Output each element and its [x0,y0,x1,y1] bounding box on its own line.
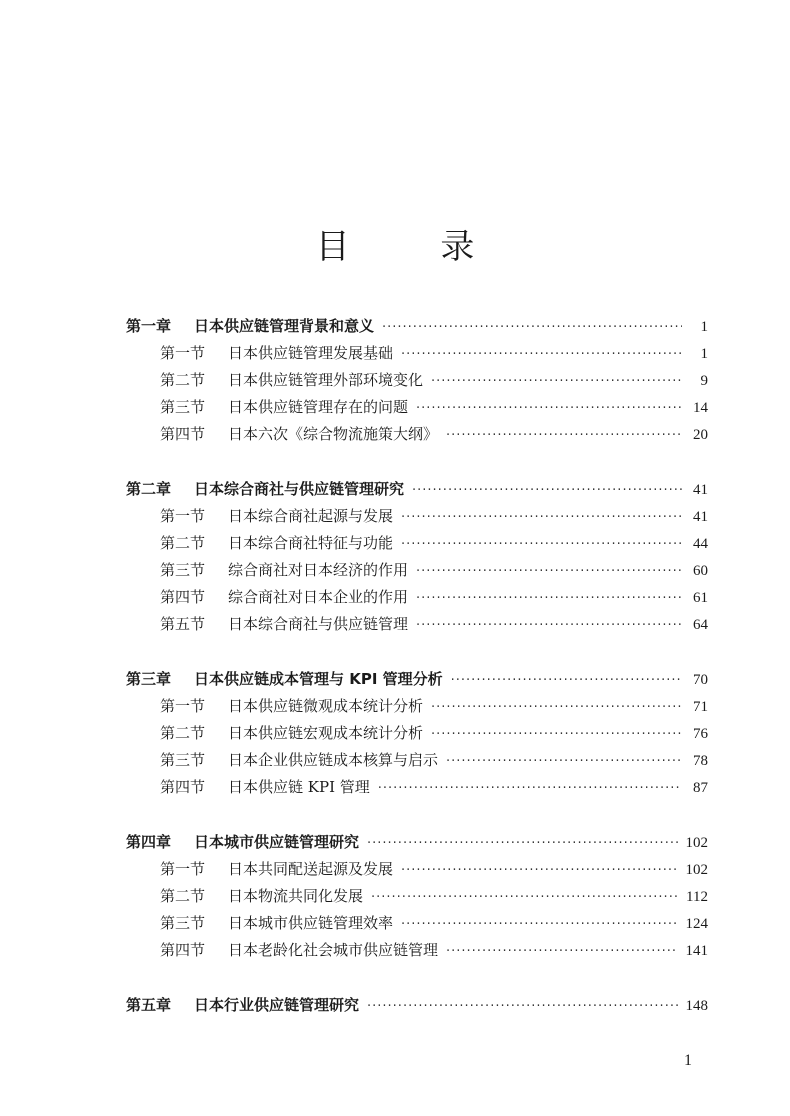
toc-section-entry[interactable] [126,421,708,448]
section-page-number: 9 [700,373,708,389]
chapter-title: 日本供应链成本管理与 KPI 管理分析 [194,670,443,688]
section-page-number: 44 [693,536,708,552]
toc-section-entry[interactable] [126,910,708,937]
section-page-number: 76 [693,726,708,742]
toc-chapter-entry[interactable] [126,992,708,1019]
dot-leader [416,584,682,611]
section-title: 日本供应链 KPI 管理 [228,778,370,796]
section-number: 第三节 [160,914,206,932]
dot-leader [416,394,682,421]
dot-leader [416,611,682,638]
chapter-number: 第一章 [126,317,172,335]
section-page-number: 14 [693,400,708,416]
toc-section-entry[interactable] [126,584,708,611]
section-title: 日本六次《综合物流施策大纲》 [228,425,439,443]
section-page-number: 1 [700,346,708,362]
section-number: 第一节 [160,697,206,715]
section-page-number: 61 [693,590,708,606]
chapter-title: 日本供应链管理背景和意义 [194,317,375,335]
section-number: 第三节 [160,561,206,579]
toc-section-entry[interactable] [126,856,708,883]
section-number: 第三节 [160,398,206,416]
section-page-number: 141 [685,943,708,959]
section-page-number: 124 [685,916,708,932]
toc-section-entry[interactable] [126,720,708,747]
section-number: 第五节 [160,615,206,633]
toc-chapter-entry[interactable] [126,313,708,340]
dot-leader [431,693,682,720]
section-page-number: 64 [693,617,708,633]
chapter-page-number: 70 [693,672,708,688]
toc-section-entry[interactable] [126,747,708,774]
section-title: 日本供应链管理外部环境变化 [228,371,424,389]
toc-section-entry[interactable] [126,611,708,638]
toc-section-entry[interactable] [126,693,708,720]
chapter-block [126,829,708,964]
section-number: 第四节 [160,425,206,443]
section-page-number: 60 [693,563,708,579]
toc-section-entry[interactable] [126,937,708,964]
section-page-number: 20 [693,427,708,443]
chapter-title: 日本城市供应链管理研究 [194,833,360,851]
section-number: 第四节 [160,941,206,959]
dot-leader [367,992,677,1019]
dot-leader [416,557,682,584]
section-number: 第二节 [160,371,206,389]
chapter-block [126,992,708,1019]
page-number: 1 [684,1052,692,1069]
toc-chapter-entry[interactable] [126,666,708,693]
dot-leader [401,340,682,367]
chapter-page-number: 148 [685,998,708,1014]
section-title: 日本企业供应链成本核算与启示 [228,751,439,769]
section-page-number: 102 [685,862,708,878]
toc-section-entry[interactable] [126,340,708,367]
section-page-number: 41 [693,509,708,525]
section-title: 日本城市供应链管理效率 [228,914,394,932]
section-title: 日本共同配送起源及发展 [228,860,394,878]
section-page-number: 112 [686,889,708,905]
section-number: 第四节 [160,778,206,796]
table-of-contents [126,313,708,1019]
chapter-page-number: 102 [685,835,708,851]
dot-leader [446,937,677,964]
section-title: 日本老龄化社会城市供应链管理 [228,941,439,959]
section-page-number: 71 [693,699,708,715]
section-title: 日本综合商社与供应链管理 [228,615,409,633]
section-title: 日本供应链管理发展基础 [228,344,394,362]
section-title: 日本供应链微观成本统计分析 [228,697,424,715]
chapter-title: 日本综合商社与供应链管理研究 [194,480,405,498]
toc-section-entry[interactable] [126,394,708,421]
dot-leader [401,856,677,883]
dot-leader [401,530,682,557]
chapter-block [126,313,708,448]
dot-leader [412,476,682,503]
section-number: 第二节 [160,887,206,905]
section-number: 第二节 [160,724,206,742]
dot-leader [446,421,682,448]
toc-section-entry[interactable] [126,503,708,530]
dot-leader [401,910,677,937]
section-title: 日本物流共同化发展 [228,887,364,905]
section-title: 综合商社对日本经济的作用 [228,561,409,579]
dot-leader [382,313,682,340]
chapter-number: 第五章 [126,996,172,1014]
toc-chapter-entry[interactable] [126,476,708,503]
section-number: 第一节 [160,344,206,362]
section-title: 日本综合商社特征与功能 [228,534,394,552]
dot-leader [371,883,678,910]
dot-leader [446,747,682,774]
section-page-number: 87 [693,780,708,796]
toc-chapter-entry[interactable] [126,829,708,856]
section-number: 第一节 [160,860,206,878]
chapter-page-number: 41 [693,482,708,498]
dot-leader [401,503,682,530]
chapter-block [126,666,708,801]
dot-leader [367,829,677,856]
section-number: 第一节 [160,507,206,525]
chapter-title: 日本行业供应链管理研究 [194,996,360,1014]
section-title: 综合商社对日本企业的作用 [228,588,409,606]
section-title: 日本综合商社起源与发展 [228,507,394,525]
chapter-number: 第四章 [126,833,172,851]
toc-section-entry[interactable] [126,774,708,801]
chapter-number: 第三章 [126,670,172,688]
chapter-block [126,476,708,638]
toc-section-entry[interactable] [126,883,708,910]
dot-leader [451,666,682,693]
section-title: 日本供应链宏观成本统计分析 [228,724,424,742]
section-number: 第二节 [160,534,206,552]
dot-leader [431,367,682,394]
dot-leader [378,774,682,801]
toc-section-entry[interactable] [126,367,708,394]
toc-section-entry[interactable] [126,530,708,557]
section-page-number: 78 [693,753,708,769]
section-number: 第四节 [160,588,206,606]
chapter-number: 第二章 [126,480,172,498]
dot-leader [431,720,682,747]
toc-section-entry[interactable] [126,557,708,584]
section-title: 日本供应链管理存在的问题 [228,398,409,416]
section-number: 第三节 [160,751,206,769]
chapter-page-number: 1 [700,319,708,335]
page-title: 目 录 [315,226,515,267]
